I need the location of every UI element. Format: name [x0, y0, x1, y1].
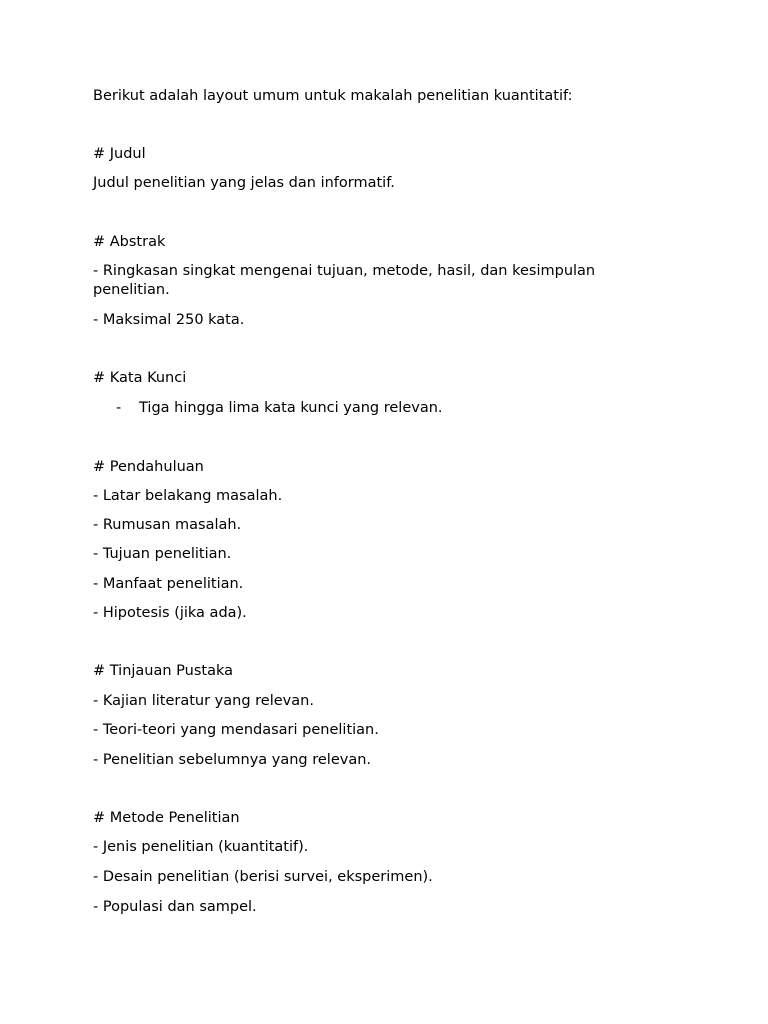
section-item: - Manfaat penelitian.: [93, 576, 244, 592]
section-heading-judul: # Judul: [93, 146, 146, 162]
section-heading-kata-kunci: # Kata Kunci: [93, 370, 187, 386]
section-item: - Ringkasan singkat mengenai tujuan, metode, hasil, dan kesimpulan penelitian.: [93, 263, 596, 298]
section-item: - Hipotesis (jika ada).: [93, 605, 247, 621]
section-item: - Penelitian sebelumnya yang relevan.: [93, 752, 372, 768]
section-item: - Teori-teori yang mendasari penelitian.: [93, 722, 379, 738]
list-item-text: Tiga hingga lima kata kunci yang relevan.: [139, 400, 443, 416]
section-item: - Kajian literatur yang relevan.: [93, 693, 314, 709]
section-item: - Populasi dan sampel.: [93, 899, 257, 915]
section-heading-pendahuluan: # Pendahuluan: [93, 459, 204, 475]
section-heading-abstrak: # Abstrak: [93, 234, 166, 250]
section-item: Judul penelitian yang jelas dan informatif.: [93, 175, 395, 191]
section-item: - Desain penelitian (berisi survei, eksperimen).: [93, 869, 433, 885]
section-item: - Rumusan masalah.: [93, 517, 242, 533]
section-item: - Tujuan penelitian.: [93, 546, 232, 562]
section-heading-metode-penelitian: # Metode Penelitian: [93, 810, 240, 826]
intro-text: Berikut adalah layout umum untuk makalah penelitian kuantitatif:: [93, 88, 573, 104]
section-item: - Maksimal 250 kata.: [93, 312, 245, 328]
section-item: - Jenis penelitian (kuantitatif).: [93, 839, 309, 855]
section-heading-tinjauan-pustaka: # Tinjauan Pustaka: [93, 663, 234, 679]
section-item: - Latar belakang masalah.: [93, 488, 283, 504]
indented-list-item: [116, 399, 443, 418]
bullet-dash: -: [116, 400, 122, 416]
